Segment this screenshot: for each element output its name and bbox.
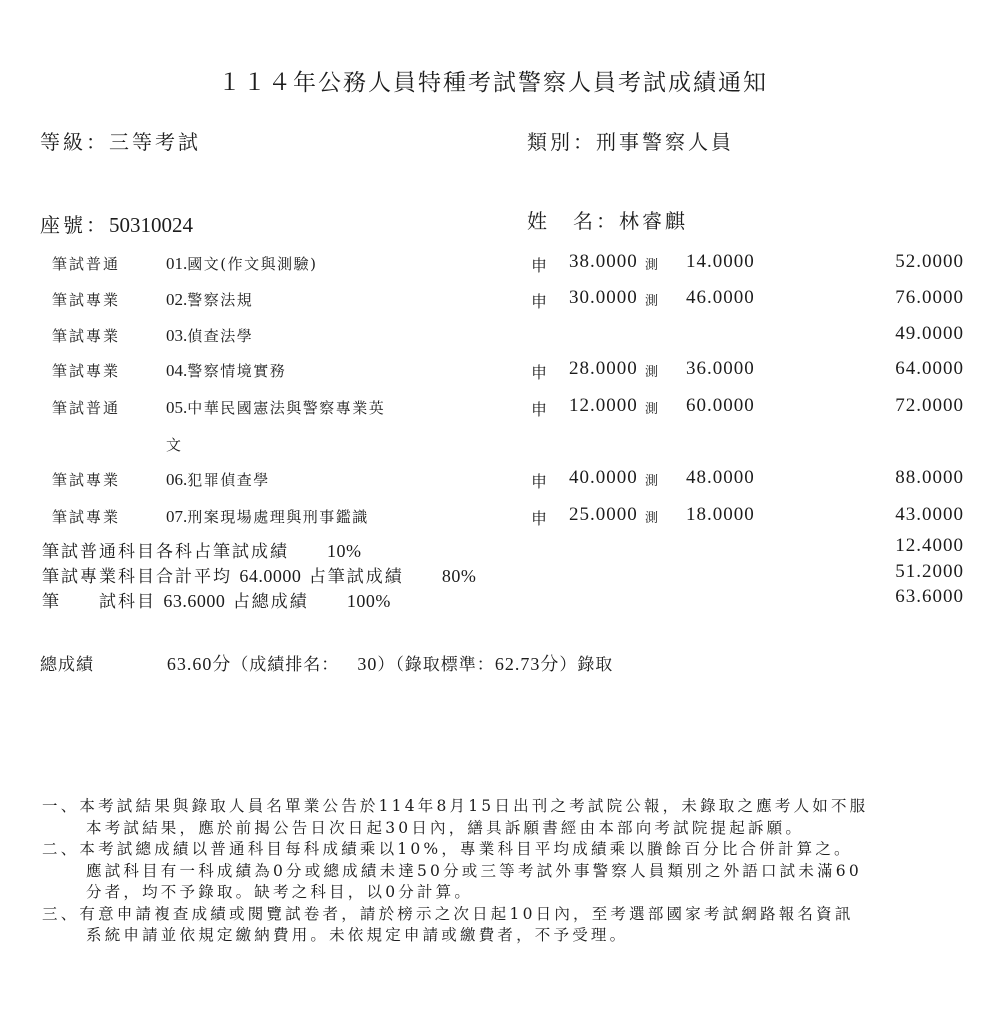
final-score-label: 總成績 <box>40 655 94 675</box>
subject-type: 筆試專業 <box>52 471 121 489</box>
exam-level-label: 等級： <box>40 130 109 154</box>
final-score: 總成績 63.60分（成績排名： 30）（錄取標準：62.73分）錄取 <box>40 654 614 675</box>
note-line: 二、本考試總成績以普通科目每科成績乘以10%，專業科目平均成績乘以賸餘百分比合併計算之。 <box>42 840 853 858</box>
subject-name: 06.犯罪偵查學 <box>166 470 270 489</box>
exam-level <box>40 126 201 155</box>
subject-row <box>0 360 986 390</box>
candidate-name-value: 林睿麒 <box>619 209 688 233</box>
summary-written-value: 63.6000 <box>895 586 964 607</box>
summary-general: 筆試普通科目各科占筆試成績 10% <box>42 541 362 562</box>
subject-type: 筆試普通 <box>52 399 121 417</box>
subject-row <box>0 325 986 355</box>
essay-score: 12.0000 <box>569 395 638 416</box>
subject-total: 72.0000 <box>895 395 964 416</box>
summary-professional: 筆試專業科目合計平均 64.0000 占筆試成績 80% <box>42 566 477 587</box>
subject-total: 76.0000 <box>895 287 964 308</box>
essay-marker: 申 <box>531 292 548 311</box>
note-line: 三、有意申請複查成績或閱覽試卷者，請於榜示之次日起10日內，至考選部國家考試網路報名資訊 <box>42 904 854 923</box>
note-line: 本考試結果，應於前揭公告日次日起30日內，繕具訴願書經由本部向考試院提起訴願。 <box>86 818 805 837</box>
summary-general-value: 12.4000 <box>895 535 964 556</box>
essay-marker: 申 <box>531 400 548 419</box>
subject-row <box>0 289 986 319</box>
subject-name: 05.中華民國憲法與警察專業英 <box>166 398 386 417</box>
final-score-value: 63.60分 <box>166 654 232 674</box>
note-line: 一、本考試結果與錄取人員名單業公告於114年8月15日出刊之考試院公報，未錄取之應考人如不服 <box>42 797 869 815</box>
test-marker: 測 <box>645 294 659 309</box>
subject-total: 88.0000 <box>895 467 964 488</box>
subject-name: 04.警察情境實務 <box>166 361 287 380</box>
candidate-name <box>527 205 688 234</box>
note-line: 應試科目有一科成績為0分或總成績未達50分或三等考試外事警察人員類別之外語口試未滿60 <box>86 861 862 880</box>
admission-result: 錄取 <box>577 655 614 675</box>
subject-type: 筆試專業 <box>52 327 121 345</box>
seat-number-label: 座號： <box>40 213 109 237</box>
subject-name: 02.警察法規 <box>166 290 254 309</box>
test-marker: 測 <box>645 474 659 489</box>
subject-name-continuation: 文 <box>166 436 183 454</box>
test-marker: 測 <box>645 258 659 273</box>
note-line: 分者，均不予錄取。缺考之科目，以0分計算。 <box>86 883 474 901</box>
test-score: 60.0000 <box>686 395 755 416</box>
subject-row <box>0 469 986 499</box>
subject-type: 筆試普通 <box>52 255 121 273</box>
essay-marker: 申 <box>531 256 548 275</box>
notes-section <box>42 796 972 947</box>
test-score: 14.0000 <box>686 251 755 272</box>
seat-number <box>40 209 193 238</box>
subject-total: 49.0000 <box>895 323 964 344</box>
seat-number-value: 50310024 <box>109 213 193 237</box>
rank-value: 30 <box>357 654 378 674</box>
subject-total: 64.0000 <box>895 358 964 379</box>
essay-score: 25.0000 <box>569 504 638 525</box>
subject-type: 筆試專業 <box>52 508 121 526</box>
subject-type: 筆試專業 <box>52 291 121 309</box>
subject-row <box>0 397 986 427</box>
subject-total: 43.0000 <box>895 504 964 525</box>
subject-name: 01.國文(作文與測驗) <box>166 254 318 273</box>
note-line: 系統申請並依規定繳納費用。未依規定申請或繳費者，不予受理。 <box>86 926 629 944</box>
subject-row <box>0 253 986 283</box>
subject-type: 筆試專業 <box>52 362 121 380</box>
subject-row <box>0 506 986 536</box>
exam-category-value: 刑事警察人員 <box>596 130 734 154</box>
subject-row-continuation <box>0 434 986 464</box>
essay-score: 40.0000 <box>569 467 638 488</box>
summary-written: 筆 試科目 63.6000 占總成績 100% <box>42 591 391 612</box>
test-marker: 測 <box>645 511 659 526</box>
candidate-name-label: 姓 名： <box>527 209 619 233</box>
test-marker: 測 <box>645 402 659 417</box>
essay-score: 28.0000 <box>569 358 638 379</box>
test-marker: 測 <box>645 365 659 380</box>
test-score: 36.0000 <box>686 358 755 379</box>
essay-marker: 申 <box>531 509 548 528</box>
test-score: 48.0000 <box>686 467 755 488</box>
exam-category <box>527 126 734 155</box>
cutoff-value: 62.73分 <box>494 654 560 674</box>
exam-category-label: 類別： <box>527 130 596 154</box>
summary-professional-value: 51.2000 <box>895 561 964 582</box>
essay-score: 30.0000 <box>569 287 638 308</box>
essay-score: 38.0000 <box>569 251 638 272</box>
essay-marker: 申 <box>531 472 548 491</box>
test-score: 46.0000 <box>686 287 755 308</box>
test-score: 18.0000 <box>686 504 755 525</box>
subject-name: 07.刑案現場處理與刑事鑑識 <box>166 507 369 526</box>
subject-total: 52.0000 <box>895 251 964 272</box>
document-title: １１４年公務人員特種考試警察人員考試成績通知 <box>218 70 768 96</box>
subject-name: 03.偵查法學 <box>166 326 254 345</box>
exam-level-value: 三等考試 <box>109 130 201 154</box>
essay-marker: 申 <box>531 363 548 382</box>
